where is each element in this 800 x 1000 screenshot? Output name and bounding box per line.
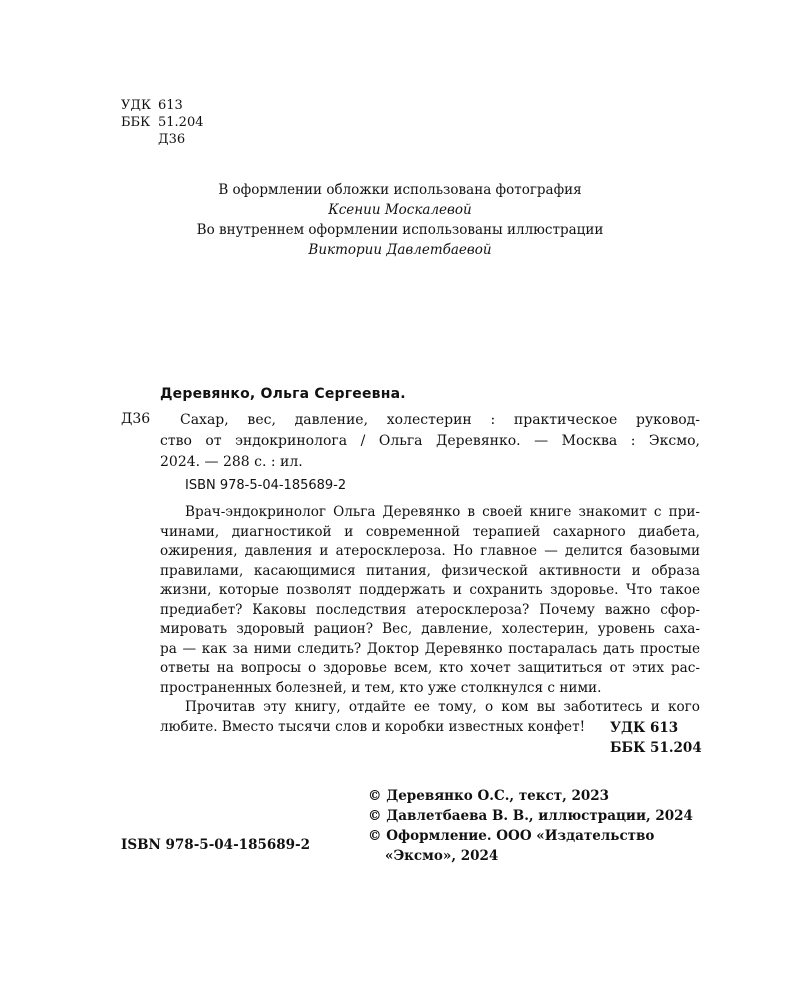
cutter-value: Д36 bbox=[158, 132, 186, 147]
bib-line: Сахар, вес, давление, холестерин : практическое руковод- bbox=[180, 412, 700, 428]
copyright-line: © Деревянко О.С., текст, 2023 bbox=[368, 788, 610, 804]
isbn-bottom: ISBN 978-5-04-185689-2 bbox=[121, 837, 311, 853]
credits-block bbox=[0, 180, 800, 260]
bbk-row bbox=[121, 114, 204, 131]
annotation-line: Прочитав эту книгу, отдайте ее тому, о ком вы заботитесь и кого bbox=[185, 699, 700, 715]
bbk-value: 51.204 bbox=[158, 115, 204, 130]
classification-block bbox=[121, 97, 204, 148]
annotation-line: ожирения, давления и атеросклероза. Но главное — делится базовыми bbox=[160, 543, 700, 559]
bbk-right: ББК 51.204 bbox=[610, 740, 702, 756]
cutter-code: Д36 bbox=[121, 411, 151, 427]
annotation-line: правилами, касающимися питания, физической активности и образа bbox=[160, 562, 700, 579]
udk-row bbox=[121, 97, 204, 114]
bib-line: 2024. — 288 с. : ил. bbox=[160, 454, 303, 470]
bibliographic-description bbox=[160, 410, 700, 473]
annotation-line: пространенных болезней, и тем, кто уже столкнулся с ними. bbox=[160, 679, 602, 696]
annotation-line: чинами, диагностикой и современной терапией сахарного диабета, bbox=[160, 523, 700, 540]
cover-photo-author: Ксении Москалевой bbox=[328, 202, 472, 218]
annotation-line: ра — как за ними следить? Доктор Деревянко постаралась дать простые bbox=[160, 640, 700, 657]
annotation-line: любите. Вместо тысячи слов и коробки известных конфет! bbox=[160, 718, 586, 735]
isbn: ISBN 978-5-04-185689-2 bbox=[185, 478, 347, 493]
illustrations-author: Виктории Давлетбаевой bbox=[308, 242, 492, 258]
annotation-line: жизни, которые позволят поддержать и сохранить здоровье. Что такое bbox=[160, 582, 700, 598]
annotation-line: мировать здоровый рацион? Вес, давление, холестерин, уровень саха- bbox=[160, 621, 700, 637]
annotation bbox=[160, 503, 700, 737]
annotation-line: ответы на вопросы о здоровье всем, кто хочет защититься от этих рас- bbox=[160, 660, 700, 676]
classification-right bbox=[610, 718, 702, 758]
cover-photo-credit: В оформлении обложки использована фотография bbox=[218, 182, 582, 198]
bbk-label: ББК bbox=[121, 115, 151, 130]
udk-label: УДК bbox=[121, 98, 152, 113]
udk-value: 613 bbox=[158, 98, 183, 113]
illustrations-credit: Во внутреннем оформлении использованы иллюстрации bbox=[196, 222, 604, 238]
copyright-line: «Эксмо», 2024 bbox=[385, 848, 499, 864]
copyright-line: © Давлетбаева В. В., иллюстрации, 2024 bbox=[368, 808, 693, 824]
udk-right: УДК 613 bbox=[610, 720, 679, 736]
copyright-block bbox=[368, 786, 693, 866]
copyright-line: © Оформление. ООО «Издательство bbox=[368, 828, 655, 844]
bib-line: ство от эндокринолога / Ольга Деревянко. — Москва : Эксмо, bbox=[160, 433, 700, 449]
cutter-row bbox=[121, 131, 204, 148]
annotation-line: Врач-эндокринолог Ольга Деревянко в своей книге знакомит с при- bbox=[185, 504, 700, 520]
annotation-line: предиабет? Каковы последствия атеросклероза? Почему важно сфор- bbox=[160, 601, 700, 618]
author-heading: Деревянко, Ольга Сергеевна. bbox=[160, 386, 406, 402]
